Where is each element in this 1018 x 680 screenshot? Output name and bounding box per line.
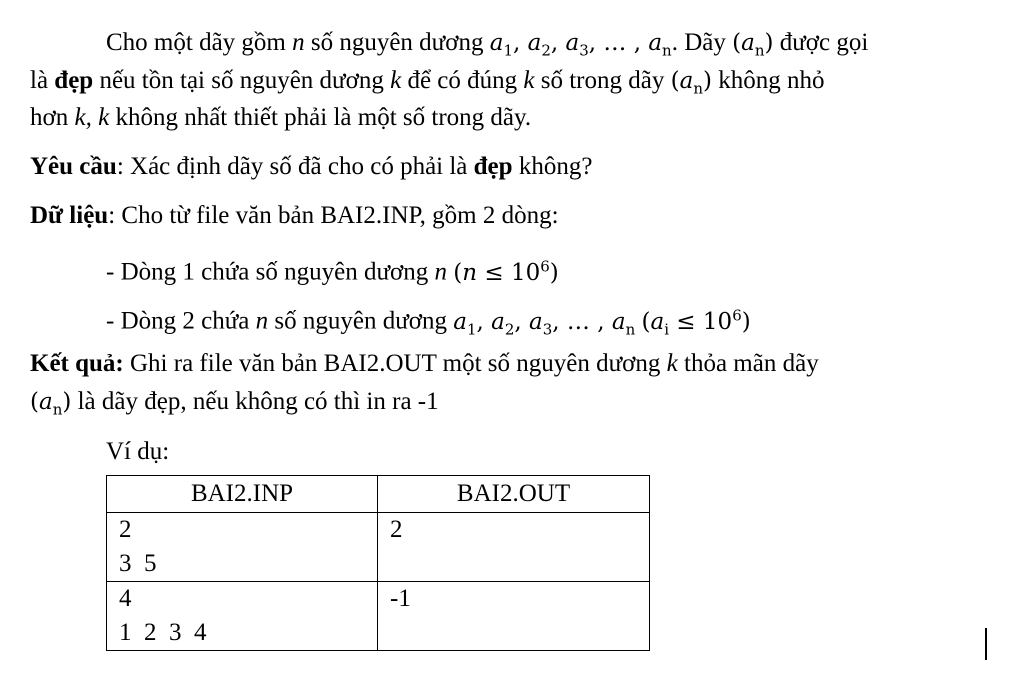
input-description: Dữ liệu: Cho từ file văn bản BAI2.INP, gồm 2 dòng: [30,202,559,229]
var-k: k [98,104,110,131]
table-row [107,582,650,651]
cell-line: 2 [119,516,132,543]
var-k: k [666,350,678,377]
header-inp: BAI2.INP [107,476,378,513]
var-k: k [523,67,535,94]
output-line-1: Kết quả: Ghi ra file văn bản BAI2.OUT một số nguyên dương k thỏa mãn dãy [30,350,819,377]
input-bullet-2: - Dòng 2 chứa n số nguyên dương $a_1$, $a_2$, $a_3$, … , $a_n$ $(a_i \le 10^6)$ [106,306,751,339]
var-n: n [434,258,447,286]
var-n: n [255,307,269,335]
sequence-formula: $a_1$, $a_2$, $a_3$, … , $a_n$ [489,30,672,60]
cell-line: -1 [390,585,411,612]
an-formula: $(a_n)$ [732,30,774,60]
constraint-ai: $(a_i \le 10^6)$ [641,306,751,339]
text: . Dãy [671,29,733,56]
text: số nguyên dương [304,29,490,56]
text: được gọi [773,29,869,56]
cell-line: 2 [390,516,403,543]
output-label: Kết quả: [30,350,124,377]
constraint-n: $(n \le 10^6)$ [453,257,559,286]
bold-dep: đẹp [473,153,513,180]
var-k: k [390,67,402,94]
intro-line-2: là đẹp nếu tồn tại số nguyên dương k để có đúng k số trong dãy $(a_n)$ không nhỏ [30,67,825,98]
cell-line: 3 5 [119,550,157,577]
example-label: Ví dụ: [106,438,170,465]
intro-line-1 [106,28,868,66]
var-k: k, [74,104,92,131]
input-label: Dữ liệu [30,202,109,229]
input-bullet-1: - Dòng 1 chứa số nguyên dương n $(n \le 10^6)$ [106,257,559,286]
table-header-row [107,476,650,513]
cell-inp [107,513,378,582]
bold-dep: đẹp [54,67,94,94]
intro-line-3: hơn k, k không nhất thiết phải là một số trong dãy. [30,104,532,131]
text: Cho một dãy gồm [106,29,293,56]
table-row [107,513,650,582]
text-cursor [985,628,987,660]
cell-out [378,513,650,582]
cell-out [378,582,650,651]
sequence-formula: $a_1$, $a_2$, $a_3$, … , $a_n$ [453,308,636,339]
cell-line: 4 [119,585,132,612]
cell-inp [107,582,378,651]
cell-line: 1 2 3 4 [119,619,207,646]
output-line-2: $(a_n)$ là dãy đẹp, nếu không có thì in ra -1 [30,388,439,419]
requirement-line: Yêu cầu: Xác định dãy số đã cho có phải là đẹp không? [30,153,593,180]
example-table [106,475,650,651]
header-out: BAI2.OUT [378,476,650,513]
requirement-label: Yêu cầu [30,153,117,180]
an-formula: $(a_n)$ [670,68,712,98]
var-n: n [292,29,305,56]
an-formula: $(a_n)$ [30,389,72,419]
